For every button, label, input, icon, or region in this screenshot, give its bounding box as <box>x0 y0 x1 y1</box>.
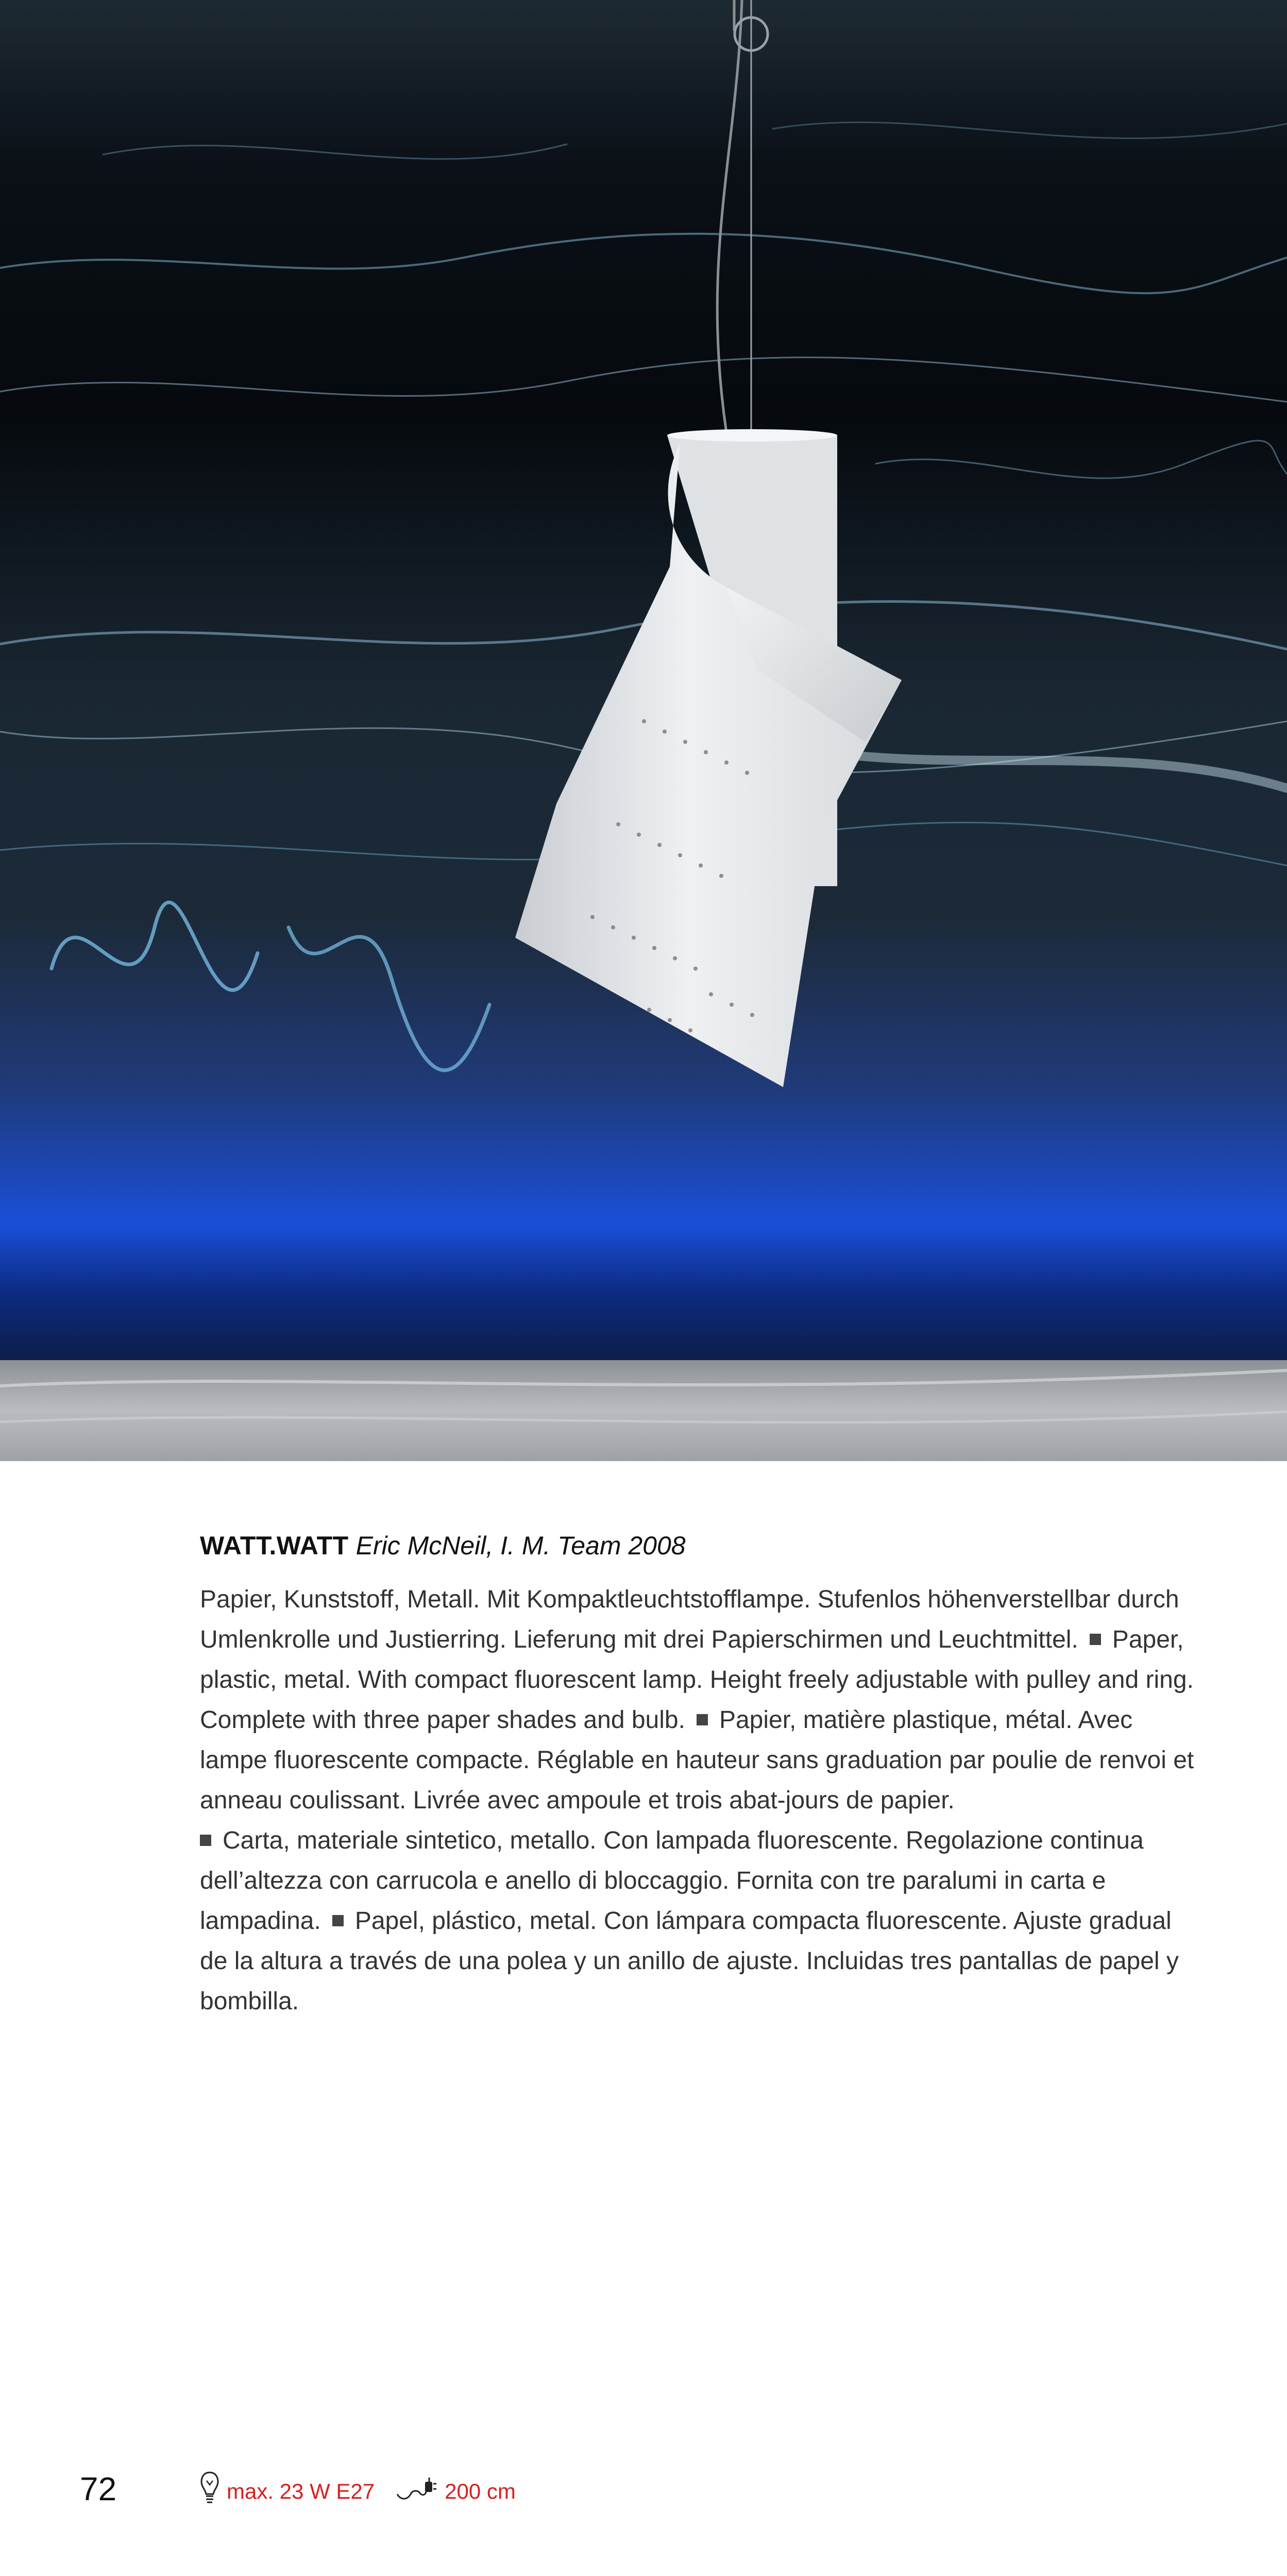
product-info <box>200 1529 1199 2022</box>
cable-plug-icon <box>395 2477 437 2506</box>
bulb-spec: max. 23 W E27 <box>227 2479 375 2503</box>
description-fr: Papier, matière plastique, métal. Avec lampe fluorescente compacte. Réglable en hauteur sans graduation par poulie de renvoi et anneau coulissant. Livrée avec ampoule et trois abat-jours de papier. <box>200 1706 1194 1814</box>
description-en: Paper, plastic, metal. With compact fluorescent lamp. Height freely adjustable with pulley and ring. Complete with three paper shades and bulb. <box>200 1626 1194 1734</box>
separator-square-icon <box>697 1714 708 1725</box>
separator-square-icon <box>200 1835 211 1846</box>
description-es: Papel, plástico, metal. Con lámpara compacta fluorescente. Ajuste gradual de la altura a través de una polea y un anillo de ajuste. Incluidas tres pantallas de papel y bombilla. <box>200 1907 1179 2015</box>
product-title <box>200 1529 1199 1562</box>
separator-square-icon <box>332 1915 344 1926</box>
spec-line <box>200 2473 516 2510</box>
description-it: Carta, materiale sintetico, metallo. Con lampada fluorescente. Regolazione continua dell’altezza con carrucola e anello di bloccaggio. Fornita con tre paralumi in carta e lampadina. <box>200 1827 1144 1935</box>
bulb-icon <box>200 2470 219 2513</box>
product-name: WATT.WATT <box>200 1531 349 1560</box>
product-designer: Eric McNeil, I. M. Team 2008 <box>355 1531 686 1560</box>
page-number: 72 <box>80 2470 117 2507</box>
cable-spec: 200 cm <box>445 2479 516 2503</box>
product-description <box>200 1580 1199 2022</box>
separator-square-icon <box>1090 1634 1101 1645</box>
description-de: Papier, Kunststoff, Metall. Mit Kompaktleuchtstofflampe. Stufenlos höhenverstellbar durch Umlenkrolle und Justierring. Lieferung mit drei Papierschirmen und Leuchtmittel. <box>200 1586 1179 1653</box>
